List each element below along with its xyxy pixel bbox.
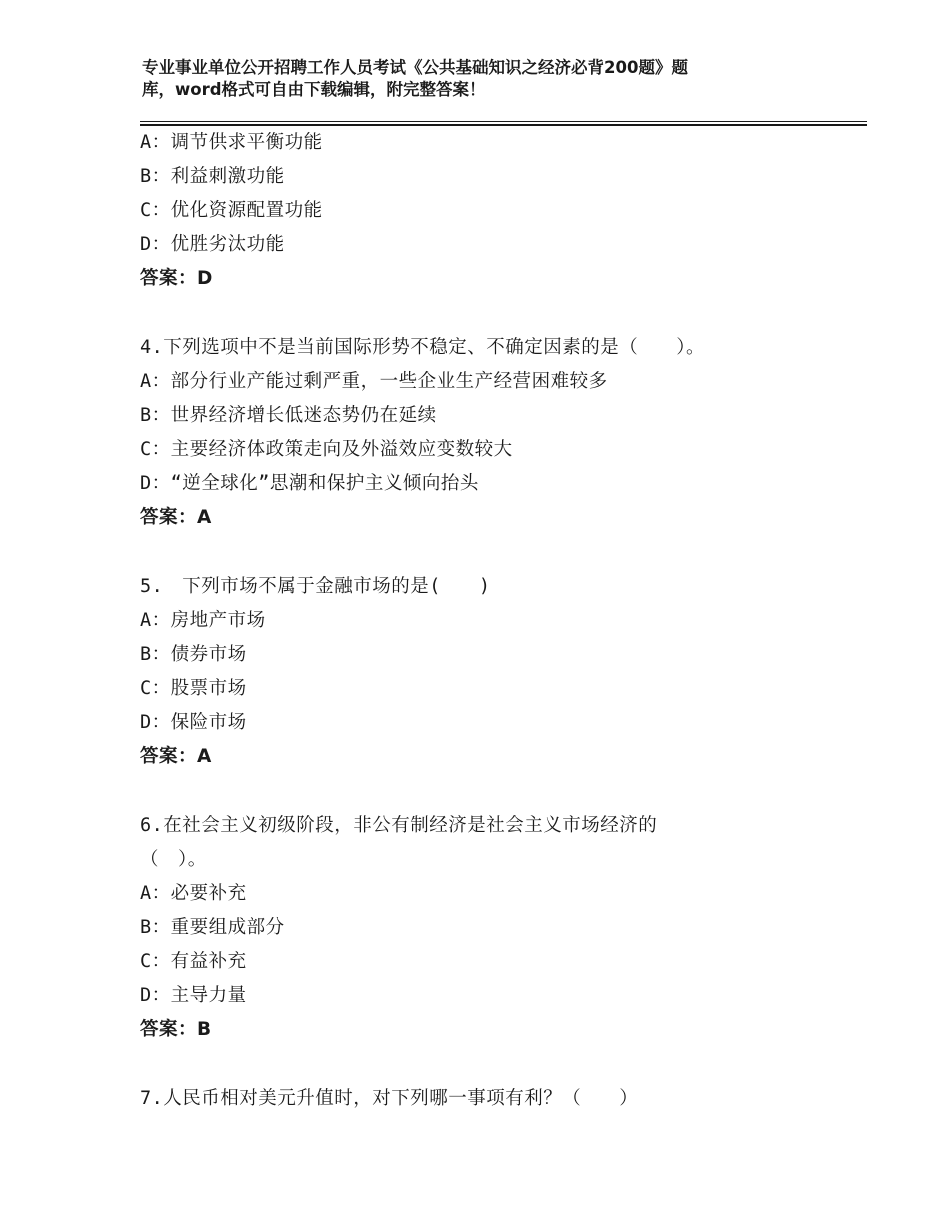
header-rule-thin (140, 121, 867, 122)
q4-option-d: D：“逆全球化”思潮和保护主义倾向抬头 (140, 473, 479, 494)
question-5-block (140, 570, 860, 774)
q6-option-a: A：必要补充 (140, 883, 247, 904)
q6-option-b: B：重要组成部分 (140, 917, 285, 938)
q3-option-d: D：优胜劣汰功能 (140, 234, 285, 255)
question-4-block (140, 331, 860, 535)
q5-answer: 答案：A (140, 746, 212, 767)
document-header (142, 57, 792, 101)
q4-answer: 答案：A (140, 507, 212, 528)
q5-option-d: D：保险市场 (140, 712, 247, 733)
q6-question-line-1: 6.在社会主义初级阶段，非公有制经济是社会主义市场经济的 (140, 815, 658, 836)
q4-option-a: A：部分行业产能过剩严重，一些企业生产经营困难较多 (140, 371, 608, 392)
q6-option-d: D：主导力量 (140, 985, 247, 1006)
q5-option-a: A：房地产市场 (140, 610, 266, 631)
q5-option-c: C：股票市场 (140, 678, 247, 699)
q6-option-c: C：有益补充 (140, 951, 247, 972)
q6-answer: 答案：B (140, 1019, 212, 1040)
q4-option-c: C：主要经济体政策走向及外溢效应变数较大 (140, 439, 513, 460)
q4-question: 4.下列选项中不是当前国际形势不稳定、不确定因素的是（ ）。 (140, 337, 706, 358)
q3-option-a: A：调节供求平衡功能 (140, 132, 323, 153)
question-3-block (140, 126, 860, 296)
q5-question: 5. 下列市场不属于金融市场的是( ) (140, 576, 491, 597)
q3-option-b: B：利益刺激功能 (140, 166, 285, 187)
q4-option-b: B：世界经济增长低迷态势仍在延续 (140, 405, 437, 426)
q7-question: 7.人民币相对美元升值时，对下列哪一事项有利？（ ） (140, 1088, 639, 1109)
header-line-1: 专业事业单位公开招聘工作人员考试《公共基础知识之经济必背200题》题 (142, 58, 688, 77)
q3-option-c: C：优化资源配置功能 (140, 200, 323, 221)
q6-question-line-2: （ ）。 (140, 849, 207, 870)
header-line-2: 库，word格式可自由下载编辑，附完整答案！ (142, 80, 486, 99)
question-list (140, 126, 860, 1116)
question-7-block (140, 1082, 860, 1116)
question-6-block (140, 809, 860, 1047)
q5-option-b: B：债券市场 (140, 644, 247, 665)
q3-answer: 答案：D (140, 268, 213, 289)
